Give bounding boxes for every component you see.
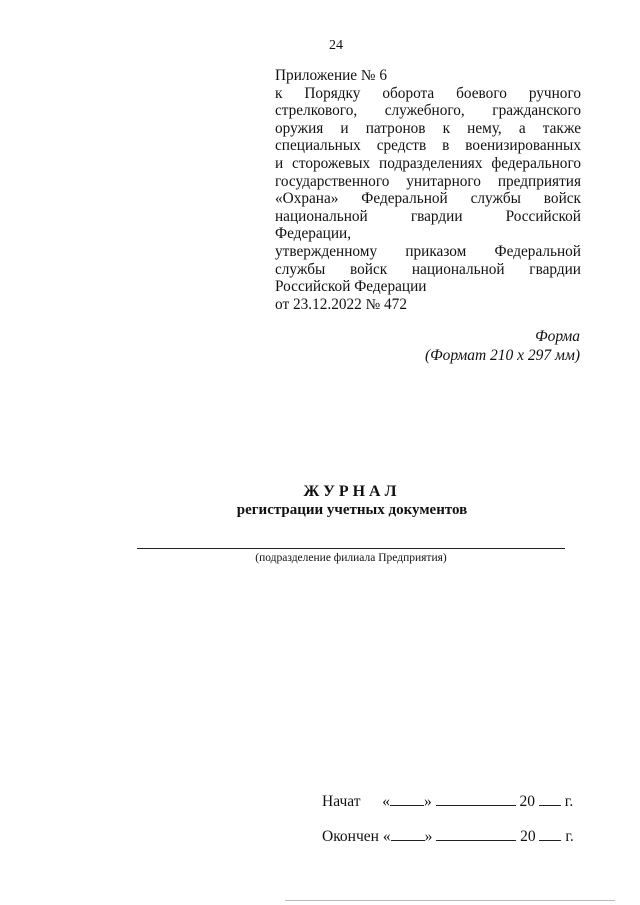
form-label: Форма: [535, 328, 580, 345]
annex-line: к Порядку оборота боевого ручного: [275, 84, 581, 102]
finished-day-blank: [391, 826, 425, 841]
division-caption: (подразделение филиала Предприятия): [255, 552, 447, 564]
started-close-quote: »: [424, 793, 432, 810]
started-year-blank: [539, 791, 561, 806]
started-open-quote: «: [382, 793, 391, 810]
annex-line: специальных средств в военизированных: [275, 137, 581, 155]
annex-line: утвержденному приказом Федеральной: [275, 242, 581, 260]
annex-line: службы войск национальной гвардии: [275, 260, 581, 278]
started-year-prefix: 20: [519, 793, 536, 810]
annex-date: от 23.12.2022 № 472: [275, 295, 407, 313]
division-line: [137, 548, 565, 549]
annex-line: Российской Федерации: [275, 278, 427, 296]
finished-year-prefix: 20: [520, 828, 536, 845]
annex-line: оружия и патронов к нему, а также: [275, 119, 581, 137]
started-label: Начат: [322, 793, 361, 810]
finished-label: Окончен: [322, 828, 379, 845]
finished-close-quote: »: [424, 828, 433, 845]
annex-heading: Приложение № 6: [275, 67, 387, 84]
journal-title: ЖУРНАЛ: [303, 483, 401, 500]
started-day-blank: [390, 791, 424, 806]
page-bottom-edge: [285, 900, 615, 901]
finished-year-blank: [539, 826, 561, 841]
finished-month-blank: [436, 826, 516, 841]
annex-line: стрелкового, служебного, гражданского: [275, 102, 581, 120]
started-month-blank: [436, 791, 516, 806]
annex-line: национальной гвардии Российской Федерации,: [275, 207, 581, 243]
form-format: (Формат 210 х 297 мм): [424, 347, 580, 364]
finished-year-suffix: г.: [565, 828, 574, 845]
annex-line: и сторожевых подразделениях федерального: [275, 154, 581, 172]
annex-line: «Охрана» Федеральной службы войск: [275, 190, 581, 208]
started-line: [322, 791, 573, 811]
annex-block: [275, 67, 581, 313]
finished-line: [322, 826, 574, 846]
page-number: 24: [329, 38, 343, 53]
started-year-suffix: г.: [564, 793, 574, 810]
finished-open-quote: «: [382, 828, 391, 845]
journal-subtitle: регистрации учетных документов: [236, 502, 468, 518]
annex-line: государственного унитарного предприятия: [275, 172, 581, 190]
